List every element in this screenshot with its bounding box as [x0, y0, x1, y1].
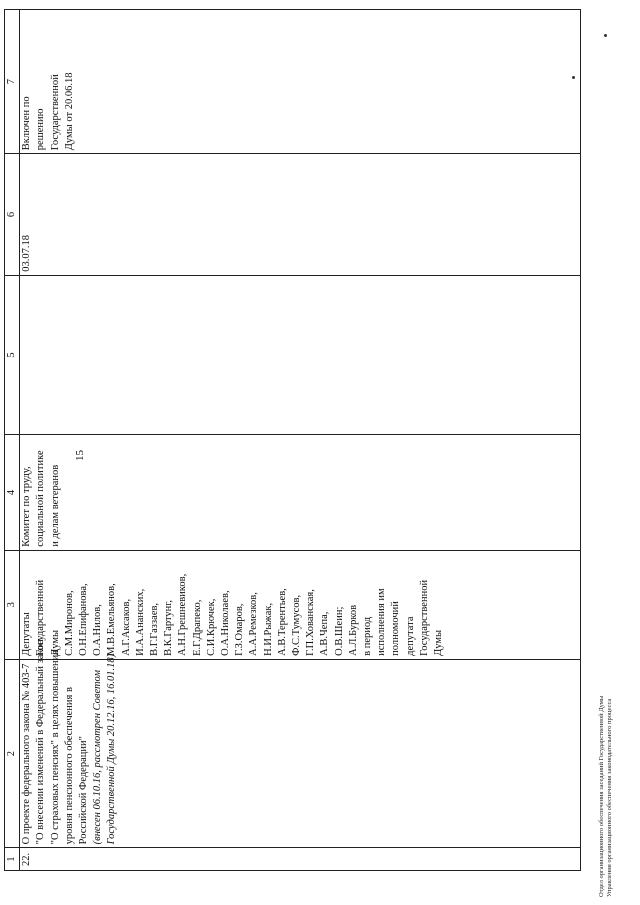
author-line: Н.И.Рыжак, [262, 602, 274, 656]
author-line: полномочий [390, 601, 402, 656]
footer-line: Отдел организационного обеспечения заседаний Государственной Думы [598, 695, 605, 897]
author-line: Государственной [418, 579, 430, 656]
bill-history-line: Государственной Думы 20.12.16, 16.01.18) [106, 653, 118, 845]
column-header: 6 [5, 154, 20, 276]
author-line: исполнения им [376, 588, 388, 656]
author-line: И.А.Ананских, [134, 588, 146, 656]
author-line: Депутаты [21, 612, 33, 656]
scan-speck [572, 76, 575, 79]
author-line: А.А.Ремезков, [248, 592, 260, 656]
bill-description-cell [20, 639, 581, 847]
footer-note [598, 696, 614, 897]
column-header: 7 [5, 10, 20, 154]
status-cell [20, 10, 581, 154]
author-line: Г.З.Омаров, [234, 603, 246, 656]
column-header: 1 [5, 848, 20, 871]
author-line: Государственной [35, 579, 47, 656]
author-line: О.Н.Епифанова, [78, 583, 90, 656]
author-line: А.В.Терентьев, [276, 588, 288, 656]
footer-line: Управления организационного обеспечения законодательного процесса [606, 698, 613, 897]
committee-line: Комитет по труду, [21, 466, 33, 547]
status-line: Государственной [49, 74, 61, 151]
committee-line: социальной политике [35, 450, 47, 547]
column-header: 5 [5, 275, 20, 435]
author-line: О.А.Нилов, [92, 604, 104, 656]
status-line: решению [35, 108, 47, 151]
author-line: в период [362, 616, 374, 656]
author-line: О.А.Николаев, [220, 590, 232, 656]
author-line: С.И.Крючек, [205, 598, 217, 656]
author-line: В.Г.Газзаев, [149, 602, 161, 656]
row-number: 22. [20, 848, 581, 871]
author-line: Думы [433, 629, 445, 656]
author-line: В.К.Гартунг, [163, 599, 175, 656]
column-header: 3 [5, 550, 20, 659]
bills-table [4, 9, 581, 871]
author-line: Г.П.Хованская, [305, 589, 317, 656]
author-line: М.В.Емельянов, [106, 583, 118, 656]
authors-cell [20, 550, 581, 659]
bill-history-line: (внесен 06.10.16, рассмотрен Советом [92, 669, 104, 845]
author-line: А.В.Чепа, [319, 611, 331, 656]
scan-speck [604, 34, 607, 37]
author-line: А.Г.Аксаков, [120, 598, 132, 656]
committee-line: и делам ветеранов [49, 464, 61, 547]
bill-title-line: "О внесении изменений в Федеральный закон [35, 639, 47, 845]
empty-cell [20, 275, 581, 435]
author-line: С.М.Миронов, [63, 590, 75, 656]
column-header: 2 [5, 659, 20, 847]
bill-title-line: Российской Федерации" [78, 736, 90, 845]
author-line: Е.Г.Драпеко, [191, 599, 203, 656]
bill-title-line: уровня пенсионного обеспечения в [63, 687, 75, 845]
page-number: 15 [74, 450, 86, 461]
column-header: 4 [5, 435, 20, 550]
status-line: Думы от 20.06.18 [63, 72, 75, 151]
bill-title-line: О проекте федерального закона № 403-7 [21, 663, 33, 845]
author-line: Ф.С.Тумусов, [291, 594, 303, 656]
author-line: депутата [404, 616, 416, 656]
author-line: А.Л.Бурков [347, 604, 359, 656]
committee-cell [20, 435, 581, 550]
status-line: Включен по [21, 96, 33, 151]
author-line: А.Н.Грешневиков, [177, 573, 189, 656]
author-line: Думы [49, 629, 61, 656]
table-row [20, 10, 581, 871]
column-header-row [5, 10, 20, 871]
author-line: О.В.Шеин; [333, 606, 345, 656]
date-cell: 03.07.18 [20, 154, 581, 276]
bill-title-line: "О страховых пенсиях" в целях повышения [49, 649, 61, 845]
